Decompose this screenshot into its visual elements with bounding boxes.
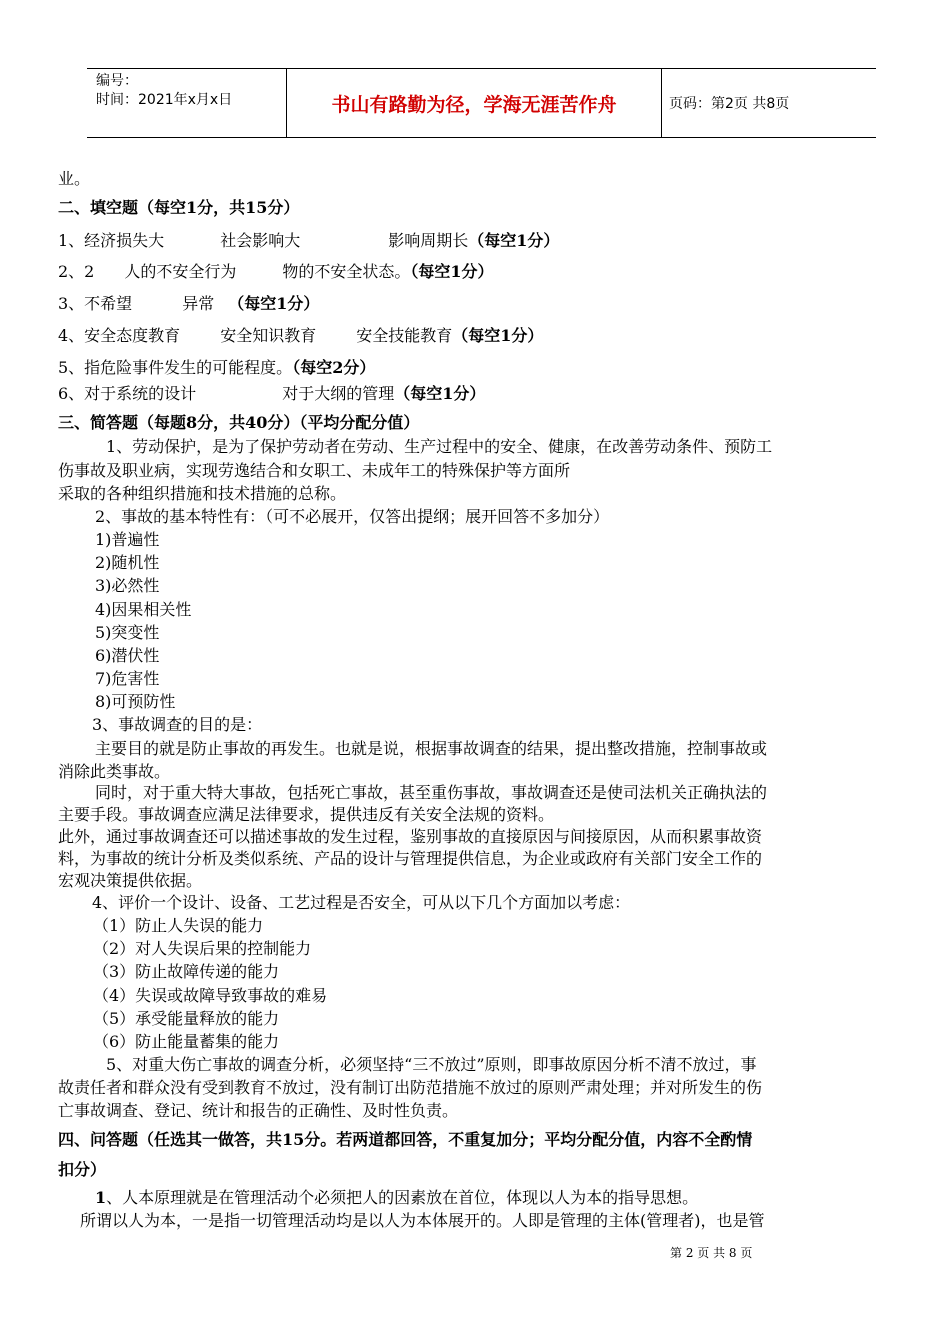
text-line: 4、评价一个设计、设备、工艺过程是否安全，可从以下几个方面加以考虑： bbox=[92, 893, 631, 912]
text-span: 2、2 bbox=[58, 262, 95, 281]
score-note: （每空1分） bbox=[410, 262, 494, 281]
text-line: 消除此类事故。 bbox=[58, 762, 171, 781]
list-item: 4)因果相关性 bbox=[95, 600, 192, 619]
text-line: 主要目的就是防止事故的再发生。也就是说，根据事故调查的结果，提出整改措施，控制事故或 bbox=[95, 739, 768, 758]
page-header bbox=[87, 68, 876, 138]
text-line: 同时，对于重大特大事故，包括死亡事故，甚至重伤事故，事故调查还是使司法机关正确执法的 bbox=[95, 783, 768, 802]
text-line: 3、事故调查的目的是： bbox=[92, 715, 263, 734]
fill-answer-line bbox=[58, 326, 543, 346]
list-item: 7)危害性 bbox=[95, 669, 160, 688]
text-line: 伤事故及职业病，实现劳逸结合和女职工、未成年工的特殊保护等方面所 bbox=[58, 461, 571, 480]
question-number: 1 bbox=[95, 1188, 107, 1207]
list-item: （3）防止故障传递的能力 bbox=[93, 962, 280, 981]
list-item: （2）对人失误后果的控制能力 bbox=[93, 939, 312, 958]
text-span: 1、经济损失大 bbox=[58, 231, 165, 250]
text-span: 6、对于系统的设计 bbox=[58, 384, 197, 403]
text-span: 5、指危险事件发生的可能程度。 bbox=[58, 358, 293, 377]
text-line: 亡事故调查、登记、统计和报告的正确性、及时性负责。 bbox=[58, 1101, 459, 1120]
score-note: （每空1分） bbox=[394, 384, 486, 403]
text-span: 异常 bbox=[182, 294, 215, 313]
fill-answer-line bbox=[58, 231, 559, 251]
text-span: 安全知识教育 bbox=[220, 326, 317, 345]
time-label: 时间：2021年x月x日 bbox=[96, 92, 233, 108]
list-item: （1）防止人失误的能力 bbox=[93, 916, 264, 935]
score-note: （每空1分） bbox=[452, 326, 544, 345]
footer-page-number: 第 2 页 共 8 页 bbox=[670, 1246, 753, 1260]
list-item: 3)必然性 bbox=[95, 576, 160, 595]
section-title: 二、填空题（每空1分，共15分） bbox=[58, 198, 300, 217]
score-note: （每空1分） bbox=[468, 231, 560, 250]
fill-answer-line bbox=[58, 358, 375, 378]
text-span: 影响周期长 bbox=[388, 231, 469, 250]
text-line bbox=[95, 1188, 698, 1208]
text-line: 主要手段。事故调查应满足法律要求，提供违反有关安全法规的资料。 bbox=[58, 805, 555, 824]
text-line: 5、对重大伤亡事故的调查分析，必须坚持“三不放过”原则，即事故原因分析不清不放过，事 bbox=[106, 1055, 757, 1074]
text-line: 1、劳动保护，是为了保护劳动者在劳动、生产过程中的安全、健康，在改善劳动条件、预防工 bbox=[106, 437, 773, 456]
text-span: 对于大纲的管理 bbox=[282, 384, 395, 403]
text-span: 安全技能教育 bbox=[356, 326, 453, 345]
score-note: （每空1分） bbox=[228, 294, 320, 313]
text-span: 3、不希望 bbox=[58, 294, 133, 313]
text-span: 人的不安全行为 bbox=[124, 262, 237, 281]
header-meta bbox=[87, 69, 287, 137]
text-line: 业。 bbox=[58, 169, 91, 188]
section-title: 三、简答题（每题8分，共40分）（平均分配分值） bbox=[58, 413, 420, 432]
list-item: （4）失误或故障导致事故的难易 bbox=[93, 986, 328, 1005]
text-line: 所谓以人为本，一是指一切管理活动均是以人为本体展开的。人即是管理的主体(管理者)，也是管 bbox=[80, 1211, 765, 1230]
text-line: 宏观决策提供依据。 bbox=[58, 871, 203, 890]
section-title: 四、问答题（任选其一做答，共15分。若两道都回答，不重复加分；平均分配分值，内容不全酌情 bbox=[58, 1130, 753, 1149]
list-item: 6)潜伏性 bbox=[95, 646, 160, 665]
list-item: （5）承受能量释放的能力 bbox=[93, 1009, 280, 1028]
list-item: 1)普遍性 bbox=[95, 530, 160, 549]
text-span: 物的不安全状态。 bbox=[282, 262, 411, 281]
text-line: 料，为事故的统计分析及类似系统、产品的设计与管理提供信息，为企业或政府有关部门安全工作的 bbox=[58, 849, 763, 868]
text-line: 故责任者和群众没有受到教育不放过，没有制订出防范措施不放过的原则严肃处理；并对所发生的伤 bbox=[58, 1078, 763, 1097]
list-item: （6）防止能量蓄集的能力 bbox=[93, 1032, 280, 1051]
score-note: （每空2分） bbox=[292, 358, 376, 377]
header-page-info: 页码：第2页 共8页 bbox=[669, 96, 790, 112]
fill-answer-line bbox=[58, 262, 494, 282]
list-item: 8)可预防性 bbox=[95, 692, 176, 711]
header-motto: 书山有路勤为径，学海无涯苦作舟 bbox=[287, 69, 662, 137]
text-line: 采取的各种组织措施和技术措施的总称。 bbox=[58, 484, 347, 503]
number-label: 编号： bbox=[96, 73, 138, 89]
text-line: 2、事故的基本特性有：（可不必展开，仅答出提纲；展开回答不多加分） bbox=[95, 507, 610, 526]
text-span: 社会影响大 bbox=[220, 231, 301, 250]
list-item: 5)突变性 bbox=[95, 623, 160, 642]
list-item: 2)随机性 bbox=[95, 553, 160, 572]
fill-answer-line bbox=[58, 384, 485, 404]
fill-answer-line bbox=[58, 294, 319, 314]
text-line: 此外，通过事故调查还可以描述事故的发生过程，鉴别事故的直接原因与间接原因，从而积累事故资 bbox=[58, 827, 763, 846]
text-span: 4、安全态度教育 bbox=[58, 326, 181, 345]
section-title: 扣分） bbox=[58, 1160, 107, 1179]
text-span: 、人本原理就是在管理活动个必须把人的因素放在首位，体现以人为本的指导思想。 bbox=[106, 1188, 699, 1207]
